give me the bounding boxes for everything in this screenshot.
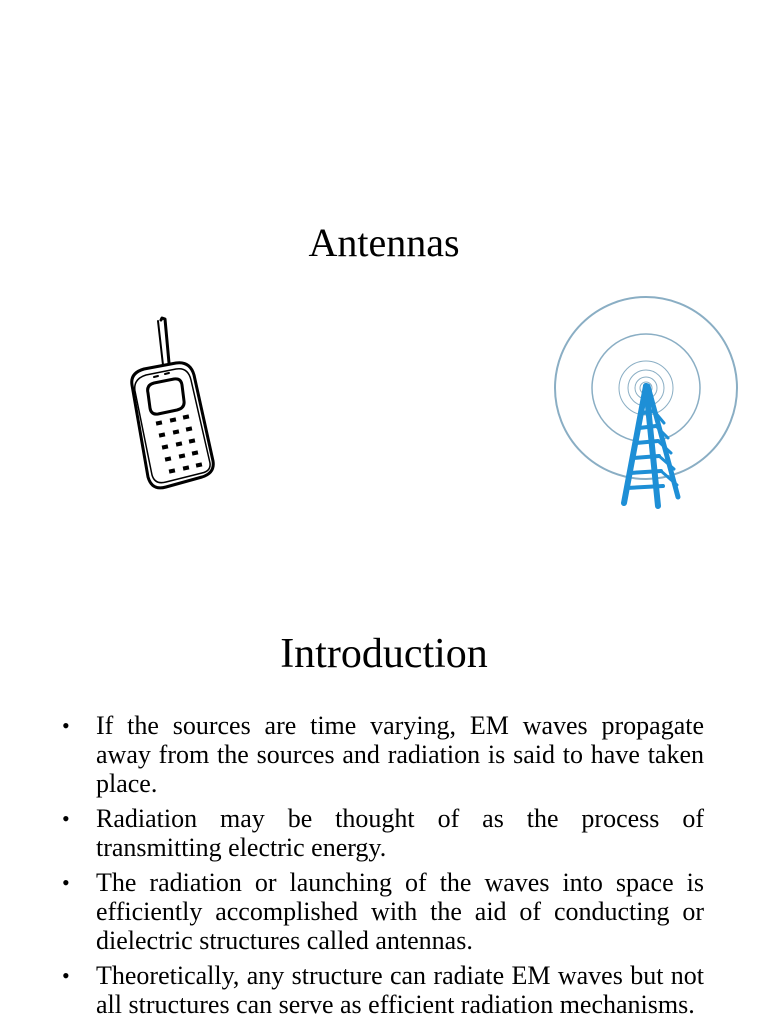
bullet-text: Theoretically, any structure can radiate EM waves but not all structures can serve as efficient radiation mechanisms. [96,961,704,1019]
bullet-item [62,961,704,1019]
bullet-marker: • [62,963,70,988]
bullet-marker: • [62,713,70,738]
bullet-text: Radiation may be thought of as the process of transmitting electric energy. [96,804,704,862]
slide-title-introduction: Introduction [280,631,488,677]
mobile-phone-icon [118,315,228,500]
radio-tower-icon [550,293,745,513]
bullet-text: The radiation or launching of the waves into space is efficiently accomplished with the aid of conducting or dielectric structures called antennas. [96,868,704,955]
bullet-item [62,711,704,798]
bullet-marker: • [62,806,70,831]
bullet-marker: • [62,870,70,895]
introduction-bullet-list [62,711,704,1024]
bullet-item [62,804,704,862]
slide-title-antennas: Antennas [308,220,460,265]
bullet-item [62,868,704,955]
bullet-text: If the sources are time varying, EM waves propagate away from the sources and radiation is said to have taken place. [96,711,704,798]
